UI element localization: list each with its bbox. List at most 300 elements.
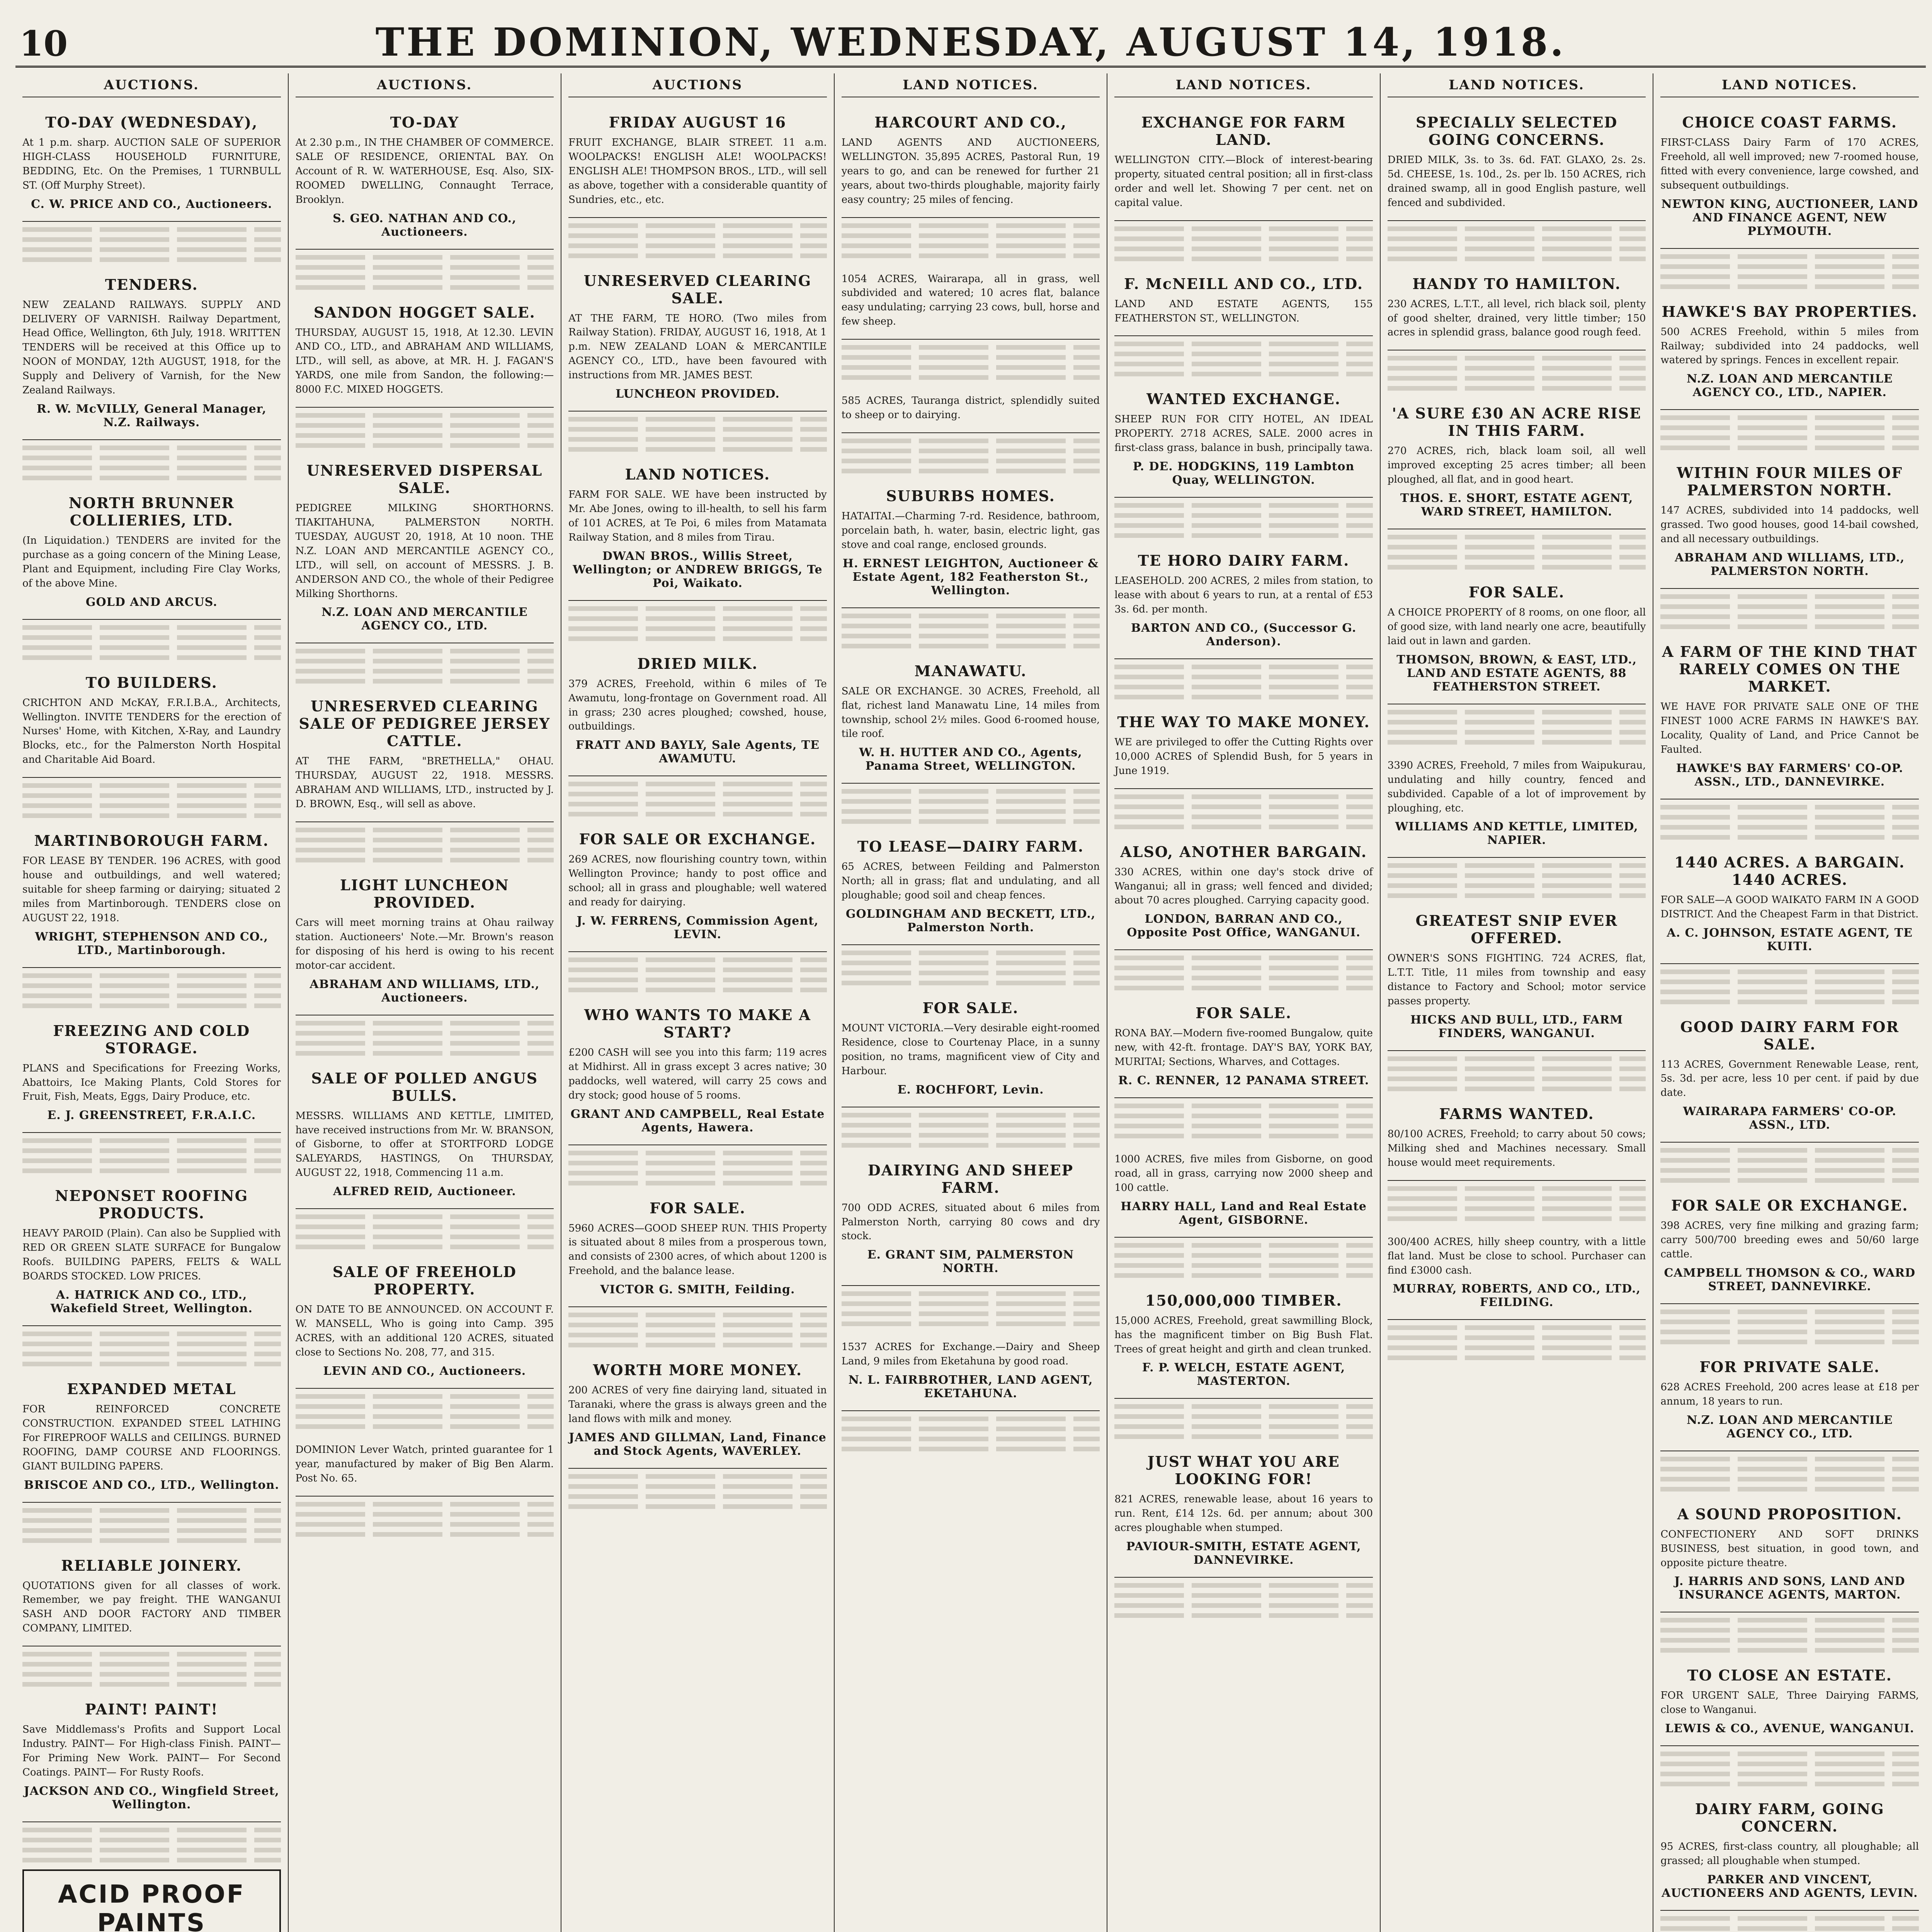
ad-signature: NEWTON KING, AUCTIONEER, LAND AND FINANCE AGENT, NEW PLYMOUTH. [1661,197,1918,238]
column-7 [1653,73,1926,1932]
column-header: LAND NOTICES. [1114,77,1373,97]
ad-title: NEPONSET ROOFING PRODUCTS. [55,1187,248,1222]
ad-title: FRIDAY AUGUST 16 [609,114,787,131]
ad-signature: ABRAHAM AND WILLIAMS, LTD., PALMERSTON NORTH. [1675,551,1905,578]
ad-body: OWNER'S SONS FIGHTING. 724 ACRES, flat, L.T.T. Title, 11 miles from township and easy distance to Factory and School; motor service passes property. [1387,952,1646,1007]
small-print-line [1388,1077,1646,1081]
advertisement [1114,835,1373,951]
ad-title: TENDERS. [105,276,198,293]
small-print-line [1660,990,1919,994]
small-print-line [1388,555,1646,560]
small-print-line [1114,257,1373,261]
small-print-line [22,625,281,630]
small-print-line [1388,1196,1646,1201]
small-print-line [842,469,1100,473]
advertisement [22,1179,281,1326]
small-print-line [842,1437,1100,1441]
small-print-line [296,1394,554,1399]
column-1 [15,73,289,1932]
advertisement [1660,456,1919,589]
small-print-line [1114,665,1373,669]
ad-title: EXPANDED METAL [67,1380,236,1398]
ad-signature: LEWIS & CO., AVENUE, WANGANUI. [1665,1722,1915,1736]
small-print-line [1114,362,1373,366]
small-print-line [1114,794,1373,799]
ad-title: EXCHANGE FOR FARM LAND. [1141,114,1346,148]
ad-title: CHOICE COAST FARMS. [1682,114,1897,131]
small-print-line [1388,236,1646,241]
small-print-line [568,792,827,796]
small-print-line [568,1494,827,1499]
advertisement [1660,1188,1919,1304]
ad-body: 628 ACRES Freehold, 200 acres lease at £18 per annum, 18 years to run. [1660,1381,1919,1407]
ad-title: JUST WHAT YOU ARE LOOKING FOR! [1147,1453,1340,1488]
ad-body: 15,000 ACRES, Freehold, great sawmilling Block, has the magnificent timber on Big Bush Flat. Trees of great height and girth and clean trunked. [1114,1315,1373,1355]
advertisement [1114,1283,1373,1399]
ad-title: FOR SALE. [1196,1004,1292,1022]
ad-body: PLANS and Specifications for Freezing Works, Abattoirs, Ice Making Plants, Cold Stores for Fruit, Fish, Meats, Eggs, Dairy Produce, etc. [22,1062,281,1103]
ad-title: TE HORO DAIRY FARM. [1138,552,1350,570]
small-print-line [1660,604,1919,609]
small-print-line [842,253,1100,258]
ad-title: HAWKE'S BAY PROPERTIES. [1662,303,1918,320]
small-print-line [1660,835,1919,840]
ad-title: WHO WANTS TO MAKE A START? [584,1006,811,1041]
ad-signature: THOMSON, BROWN, & EAST, LTD., LAND AND ESTATE AGENTS, 88 FEATHERSTON STREET. [1396,653,1637,694]
small-print-line [1114,695,1373,699]
ad-signature: H. ERNEST LEIGHTON, Auctioneer & Estate Agent, 182 Featherston St., Wellington. [842,556,1099,597]
small-print-line [22,635,281,640]
small-print-line [296,433,554,438]
ad-title: SPECIALLY SELECTED GOING CONCERNS. [1415,114,1618,148]
ad-title: SANDON HOGGET SALE. [313,303,536,321]
small-print-line [842,459,1100,463]
small-print-line [1388,226,1646,231]
ad-title: FOR SALE. [922,999,1019,1017]
ad-signature: HARRY HALL, Land and Real Estate Agent, GISBORNE. [1121,1199,1367,1227]
ad-body: FOR REINFORCED CONCRETE CONSTRUCTION. EXPANDED STEEL LATHING For FIREPROOF WALLS and CEILINGS. BURNED ROOFING, DAMP COURSE AND FLOORINGS. GIANT BUILDING PAPERS. [22,1403,281,1472]
small-print-line [1660,1467,1919,1471]
advertisement [568,457,827,601]
ad-title: FOR PRIVATE SALE. [1699,1358,1880,1376]
ad-body: MESSRS. WILLIAMS AND KETTLE, LIMITED, have received instructions from Mr. W. BRANSON, of Gisborne, to offer at STORTFORD LODGE SALEYARDS, HASTINGS, On THURSDAY, AUGUST 22, 1918, Commencing 11 a.m. [295,1110,554,1179]
ad-body: 3390 ACRES, Freehold, 7 miles from Waipukurau, undulating and hilly country, fenced and subdivided. Capable of a lot of improvement by ploughing, etc. [1387,759,1646,814]
small-print-line [22,446,281,450]
small-print-line [1660,1782,1919,1786]
small-print-line [296,659,554,663]
advertisement [1114,1144,1373,1238]
small-print-line [1388,545,1646,549]
advertisement [296,1255,554,1389]
advertisement [842,1153,1100,1286]
small-print-line [842,1427,1100,1431]
small-print-line [22,655,281,660]
column-3 [561,73,835,1932]
ad-body: 269 ACRES, now flourishing country town, within Wellington Province; handy to post office and school; all in grass and ploughable; well watered and ready for dairying. [568,854,827,908]
small-print-line [1660,274,1919,279]
ad-signature: FRATT AND BAYLY, Sale Agents, TE AWAMUTU. [575,738,820,766]
small-print-line [22,1538,281,1543]
small-print-line [1114,226,1373,231]
ad-signature: R. C. RENNER, 12 PANAMA STREET. [1118,1074,1369,1088]
ad-title: MARTINBOROUGH FARM. [34,832,269,850]
small-print-line [1660,1487,1919,1492]
ad-body: LEASEHOLD. 200 ACRES, 2 miles from station, to lease with about 6 years to run, at a rental of £53 3s. 6d. per month. [1114,575,1373,615]
small-print-line [1388,1216,1646,1221]
small-print-line [22,237,281,242]
ad-signature: ALFRED REID, Auctioneer. [333,1185,516,1199]
column-header: AUCTIONS [568,77,827,97]
small-print-line [22,1528,281,1533]
advertisement [842,479,1100,608]
small-print-line [1114,1434,1373,1439]
small-print-line [568,253,827,258]
small-print-line [1114,236,1373,241]
small-print-line [1114,1253,1373,1258]
small-print-line [842,1311,1100,1316]
small-print-line [1114,352,1373,356]
small-print-line [842,243,1100,248]
advertisement [568,822,827,952]
ad-body: 700 ODD ACRES, situated about 6 miles from Palmerston North, carrying 80 cows and dry stock. [841,1202,1100,1242]
small-print-line [1114,1404,1373,1409]
small-print-line [1660,1168,1919,1173]
small-print-line [1114,966,1373,970]
advertisement [568,264,827,412]
columns [15,73,1926,1932]
newspaper-title: THE DOMINION, WEDNESDAY, AUGUST 14, 1918. [375,19,1566,65]
ad-title: ALSO, ANOTHER BARGAIN. [1120,843,1367,861]
advertisement [568,998,827,1145]
ad-signature: N.Z. LOAN AND MERCANTILE AGENCY CO., LTD., NAPIER. [1686,372,1893,400]
small-print-line [1114,1104,1373,1108]
small-print-line [568,606,827,611]
small-print-line [296,1245,554,1249]
ad-body: HATAITAI.—Charming 7-rd. Residence, bathroom, porcelain bath, h. water, basin, electric light, gas stove and coal range, enclosed grounds. [841,510,1100,551]
small-print-line [296,1532,554,1537]
advertisement [1388,1226,1646,1320]
advertisement [296,1434,554,1497]
ad-title: LAND NOTICES. [625,466,770,483]
ad-body: 147 ACRES, subdivided into 14 paddocks, well grassed. Two good houses, good 14-bail cowshed, and all necessary outbuildings. [1660,505,1919,545]
small-print-line [296,1424,554,1429]
small-print-line [1660,815,1919,820]
small-print-line [568,1484,827,1489]
small-print-line [568,417,827,422]
small-print-line [568,616,827,621]
ad-body: £200 CASH will see you into this farm; 119 acres at Midhirst. All in grass except 3 acres native; 30 paddocks, well watered, will carry 25 cows and dry stock; good house of 5 rooms. [568,1046,827,1101]
small-print-line [22,645,281,650]
ad-signature: A. C. JOHNSON, ESTATE AGENT, TE KUITI. [1667,926,1913,953]
small-print-line [1660,1310,1919,1314]
ad-body: WELLINGTON CITY.—Block of interest-bearing property, situated central position; all in first-class order and well let. Showing 7 per cent. net on capital value. [1114,154,1373,209]
small-print-line [842,345,1100,350]
small-print-line [568,812,827,816]
small-print-line [296,1512,554,1517]
ad-body: CONFECTIONERY AND SOFT DRINKS BUSINESS, best situation, in good town, and opposite picture theatre. [1660,1528,1919,1569]
ad-title: 1440 ACRES. A BARGAIN. 1440 ACRES. [1674,853,1905,888]
advertisement [1388,575,1646,704]
page-number: 10 [19,23,68,64]
ad-body: 270 ACRES, rich, black loam soil, all well improved excepting 25 acres timber; all been ploughed, all flat, and in good heart. [1387,445,1646,486]
column-4 [835,73,1108,1932]
ad-title: UNRESERVED CLEARING SALE. [583,272,812,307]
small-print-line [22,1168,281,1173]
ad-title: FREEZING AND COLD STORAGE. [53,1022,250,1057]
ad-title: PAINT! PAINT! [85,1701,218,1718]
small-print-line [842,634,1100,638]
small-print-line [842,1143,1100,1148]
small-print-line [568,1151,827,1155]
small-print-line [296,1522,554,1527]
small-print-line [1660,264,1919,269]
ad-body: 330 ACRES, within one day's stock drive of Wanganui; all in grass; well fenced and divided; about 70 acres ploughed. Carrying capacity good. [1114,866,1373,906]
small-print-line [842,1301,1100,1306]
small-print-line [296,1414,554,1419]
small-print-line [568,782,827,786]
small-print-line [1388,1186,1646,1191]
small-print-line [296,649,554,653]
small-print-line [842,951,1100,955]
ad-body: 379 ACRES, Freehold, within 6 miles of Te Awamutu, long-frontage on Government road. All in grass; 230 acres ploughed; cowshed, house, outbuildings. [568,678,827,733]
small-print-line [1660,1926,1919,1931]
small-print-line [1660,1340,1919,1344]
small-print-line [568,447,827,452]
ad-body: CRICHTON AND McKAY, F.R.I.B.A., Architects, Wellington. INVITE TENDERS for the erection of Nurses' Home, with Kitchen, X-Ray, and Laundry Blocks, etc., for the Palmerston North Hospital and Charitable Aid Board. [22,697,281,766]
small-print-line [1114,804,1373,809]
feature-headline: ACID PROOF PAINTS [58,1880,245,1932]
advertisement [568,105,827,218]
small-print-line [842,1321,1100,1326]
advertisement [1114,705,1373,789]
small-print-line [22,1838,281,1842]
advertisement [22,823,281,968]
small-print-line [842,961,1100,965]
small-print-line [1660,969,1919,974]
small-print-line [1388,873,1646,878]
small-print-line [1660,1320,1919,1324]
small-print-line [1660,1762,1919,1766]
small-print-line [1114,1263,1373,1268]
small-print-line [568,988,827,992]
small-print-line [842,1447,1100,1451]
ad-title: NORTH BRUNNER COLLIERIES, LTD. [68,494,235,529]
small-print-line [296,1225,554,1229]
small-print-line [1114,986,1373,990]
advertisement [22,1014,281,1133]
ad-title: TO-DAY [390,114,459,131]
ad-title: RELIABLE JOINERY. [61,1556,242,1574]
ad-title: FARMS WANTED. [1439,1105,1594,1123]
ad-title: WORTH MORE MONEY. [593,1361,803,1379]
small-print-line [22,1518,281,1523]
ad-signature: CAMPBELL THOMSON & CO., WARD STREET, DANNEVIRKE. [1664,1266,1916,1293]
column-header: AUCTIONS. [22,77,281,97]
small-print-line [22,1138,281,1143]
small-print-line [296,1502,554,1507]
ad-body: QUOTATIONS given for all classes of work. Remember, we pay freight. THE WANGANUI SASH AND DOOR FACTORY AND TIMBER COMPANY, LIMITED. [22,1580,281,1634]
small-print-line [22,1508,281,1513]
small-print-line [22,476,281,480]
small-print-line [296,443,554,448]
small-print-line [22,783,281,788]
small-print-line [842,624,1100,628]
small-print-line [1388,720,1646,724]
ad-signature: C. W. PRICE AND CO., Auctioneers. [31,197,272,211]
ad-signature: LUNCHEON PROVIDED. [616,387,780,401]
ad-signature: JAMES AND GILLMAN, Land, Finance and Stock Agents, WAVERLEY. [569,1430,827,1458]
small-print-line [22,803,281,808]
small-print-line [842,799,1100,804]
small-print-line [22,1672,281,1677]
small-print-line [568,1323,827,1327]
ad-title: 'A SURE £30 AN ACRE RISE IN THIS FARM. [1392,405,1642,440]
advertisement [296,1061,554,1209]
small-print-line [22,1858,281,1862]
small-print-line [1388,740,1646,745]
small-print-line [1388,356,1646,361]
ad-signature: A. HATRICK AND CO., LTD., Wakefield Street, Wellington. [50,1288,253,1315]
ad-signature: E. GRANT SIM, PALMERSTON NORTH. [867,1248,1074,1276]
small-print-line [842,449,1100,453]
advertisement [1114,543,1373,659]
small-print-line [1660,1628,1919,1633]
ad-body: A CHOICE PROPERTY of 8 rooms, on one floor, all of good size, with land nearly one acre, beautifully laid out in lawn and garden. [1387,607,1646,647]
ad-signature: LEVIN AND CO., Auctioneers. [323,1364,526,1378]
ad-signature: P. DE. HODGKINS, 119 Lambton Quay, WELLINGTON. [1133,460,1355,487]
ad-signature: HAWKE'S BAY FARMERS' CO-OP. ASSN., LTD., DANNEVIRKE. [1676,761,1903,789]
small-print-line [1660,425,1919,430]
small-print-line [1660,1477,1919,1481]
small-print-line [568,1313,827,1317]
ad-body: Cars will meet morning trains at Ohau railway station. Auctioneers' Note.—Mr. Brown's reason for disposing of his herd is owing to his recent motor-car accident. [295,917,554,971]
ad-body: WE HAVE FOR PRIVATE SALE ONE OF THE FINEST 1000 ACRE FARMS IN HAWKE'S BAY. Locality, Quality of Land, and Price Cannot be Faulted. [1660,701,1919,755]
small-print-line [22,456,281,460]
advertisement [22,486,281,620]
small-print-line [1660,284,1919,289]
small-print-line [1660,805,1919,810]
small-print-line [22,466,281,470]
small-print-line [842,819,1100,824]
small-print-line [1114,1134,1373,1138]
ad-signature: E. J. GREENSTREET, F.R.A.I.C. [47,1109,256,1122]
advertisement [296,295,554,408]
advertisement [842,829,1100,945]
small-print-line [842,223,1100,228]
small-print-line [296,423,554,428]
small-print-line [296,828,554,832]
small-print-line [1114,685,1373,689]
small-print-line [842,971,1100,975]
small-print-line [1114,513,1373,518]
ad-body: 500 ACRES Freehold, within 5 miles from Railway; subdivided into 24 paddocks, well watered by springs. Fences in excellent repair. [1660,326,1919,366]
ad-title: FOR SALE. [650,1199,746,1217]
ad-body: AT THE FARM, "BRETHELLA," OHAU. THURSDAY, AUGUST 22, 1918. MESSRS. ABRAHAM AND WILLIAMS, LTD., instructed by J. D. BROWN, Esq., will sell as above. [295,755,554,810]
ad-body: 230 ACRES, L.T.T., all level, rich black soil, plenty of good shelter, drained, very little timber; 150 acres in splendid grass, balance good rough feed. [1387,298,1646,338]
ad-title: A SOUND PROPOSITION. [1677,1505,1902,1523]
ad-body: 5960 ACRES—GOOD SHEEP RUN. THIS Property is situated about 8 miles from a prosperous town, and consists of 2300 acres, of which about 1200 is Freehold, and the balance lease. [568,1222,827,1277]
small-print-line [1660,624,1919,629]
ad-body: At 2.30 p.m., IN THE CHAMBER OF COMMERCE. SALE OF RESIDENCE, ORIENTAL BAY. On Account of R. W. WATERHOUSE, Esq. Also, SIX-ROOMED DWELLING, Connaught Terrace, Brooklyn. [295,137,554,206]
small-print-line [296,1031,554,1036]
ad-title: THE WAY TO MAKE MONEY. [1117,713,1370,731]
ad-signature: GRANT AND CAMPBELL, Real Estate Agents, Hawera. [570,1107,825,1134]
ad-title: A FARM OF THE KIND THAT RARELY COMES ON THE MARKET. [1662,643,1918,696]
advertisement [842,654,1100,784]
small-print-line [22,1352,281,1356]
ad-title: SALE OF FREEHOLD PROPERTY. [332,1263,517,1298]
advertisement [22,1692,281,1822]
ad-signature: MURRAY, ROBERTS, AND CO., LTD., FEILDING. [1393,1282,1641,1310]
advertisement [296,689,554,822]
small-print-line [1388,1066,1646,1071]
ad-title: TO LEASE—DAIRY FARM. [857,838,1084,855]
ad-body: SALE OR EXCHANGE. 30 ACRES, Freehold, all flat, richest land Manawatu Line, 14 miles from township, school 2½ miles. Good 6-roomed house, tile roof. [841,685,1100,740]
small-print-line [842,375,1100,380]
small-print-line [1114,533,1373,538]
advertisement [1114,382,1373,498]
small-print-line [296,1021,554,1026]
small-print-line [22,1342,281,1346]
ad-signature: JACKSON AND CO., Wingfield Street, Wellington. [24,1784,279,1811]
small-print-line [1114,503,1373,508]
small-print-line [1388,1056,1646,1061]
small-print-line [22,247,281,252]
advertisement [1660,845,1919,964]
small-print-line [296,265,554,270]
small-print-line [1660,415,1919,420]
ad-title: TO BUILDERS. [85,673,218,691]
column-6 [1381,73,1654,1932]
small-print-line [1114,976,1373,980]
ad-body: 398 ACRES, very fine milking and grazing farm; carry 500/700 breeding ewes and 50/60 large cattle. [1660,1220,1919,1260]
small-print-line [1114,1124,1373,1128]
small-print-line [1388,1335,1646,1340]
ad-body: 585 ACRES, Tauranga district, splendidly suited to sheep or to dairying. [841,395,1100,421]
small-print-line [22,1652,281,1656]
advertisement [22,1548,281,1647]
advertisement [842,991,1100,1107]
ad-body: At 1 p.m. sharp. AUCTION SALE OF SUPERIOR HIGH-CLASS HOUSEHOLD FURNITURE, BEDDING, Etc. On the Premises, 1 TURNBULL ST. (Off Murphy Street). [22,137,281,191]
ad-title: LIGHT LUNCHEON PROVIDED. [340,876,509,912]
ad-body: 1054 ACRES, Wairarapa, all in grass, well subdivided and watered; 10 acres flat, balance easy undulating; carrying 23 cows, bull, horse and few sheep. [841,273,1100,328]
ad-signature: HICKS AND BULL, LTD., FARM FINDERS, WANGANUI. [1410,1013,1623,1041]
column-header: LAND NOTICES. [842,77,1100,97]
ad-title: WITHIN FOUR MILES OF PALMERSTON NORTH. [1677,464,1903,499]
advertisement [842,105,1100,218]
advertisement [22,1372,281,1503]
ad-title: MANAWATU. [914,662,1027,680]
small-print-line [22,993,281,998]
small-print-line [1114,825,1373,829]
small-print-line [22,1332,281,1336]
small-print-line [568,957,827,962]
ad-title: UNRESERVED DISPERSAL SALE. [306,462,543,497]
ad-body: NEW ZEALAND RAILWAYS. SUPPLY AND DELIVERY OF VARNISH. Railway Department, Head Office, Wellington, 6th July, 1918. WRITTEN TENDERS will be received at this Office up to NOON of MONDAY, 12th AUGUST, 1918, for the Supply and Delivery of Varnish, for the New Zealand Railways. [22,299,281,396]
small-print-line [296,1051,554,1056]
ad-signature: THOS. E. SHORT, ESTATE AGENT, WARD STREET, HAMILTON. [1400,492,1633,519]
ad-body: DRIED MILK, 3s. to 3s. 6d. FAT. GLAXO, 2s. 2s. 5d. CHEESE, 1s. 10d., 2s. per lb. 150 ACRES, rich drained swamp, all in good English pasture, well fenced and subdivided. [1387,154,1646,209]
ad-title: FOR SALE OR EXCHANGE. [1671,1197,1908,1214]
small-print-line [1660,1148,1919,1153]
small-print-line [842,1291,1100,1296]
small-print-line [568,427,827,432]
small-print-line [842,1113,1100,1117]
advertisement [1114,267,1373,337]
small-print-line [1388,863,1646,868]
column-2 [289,73,562,1932]
ad-title: GREATEST SNIP EVER OFFERED. [1415,912,1618,947]
